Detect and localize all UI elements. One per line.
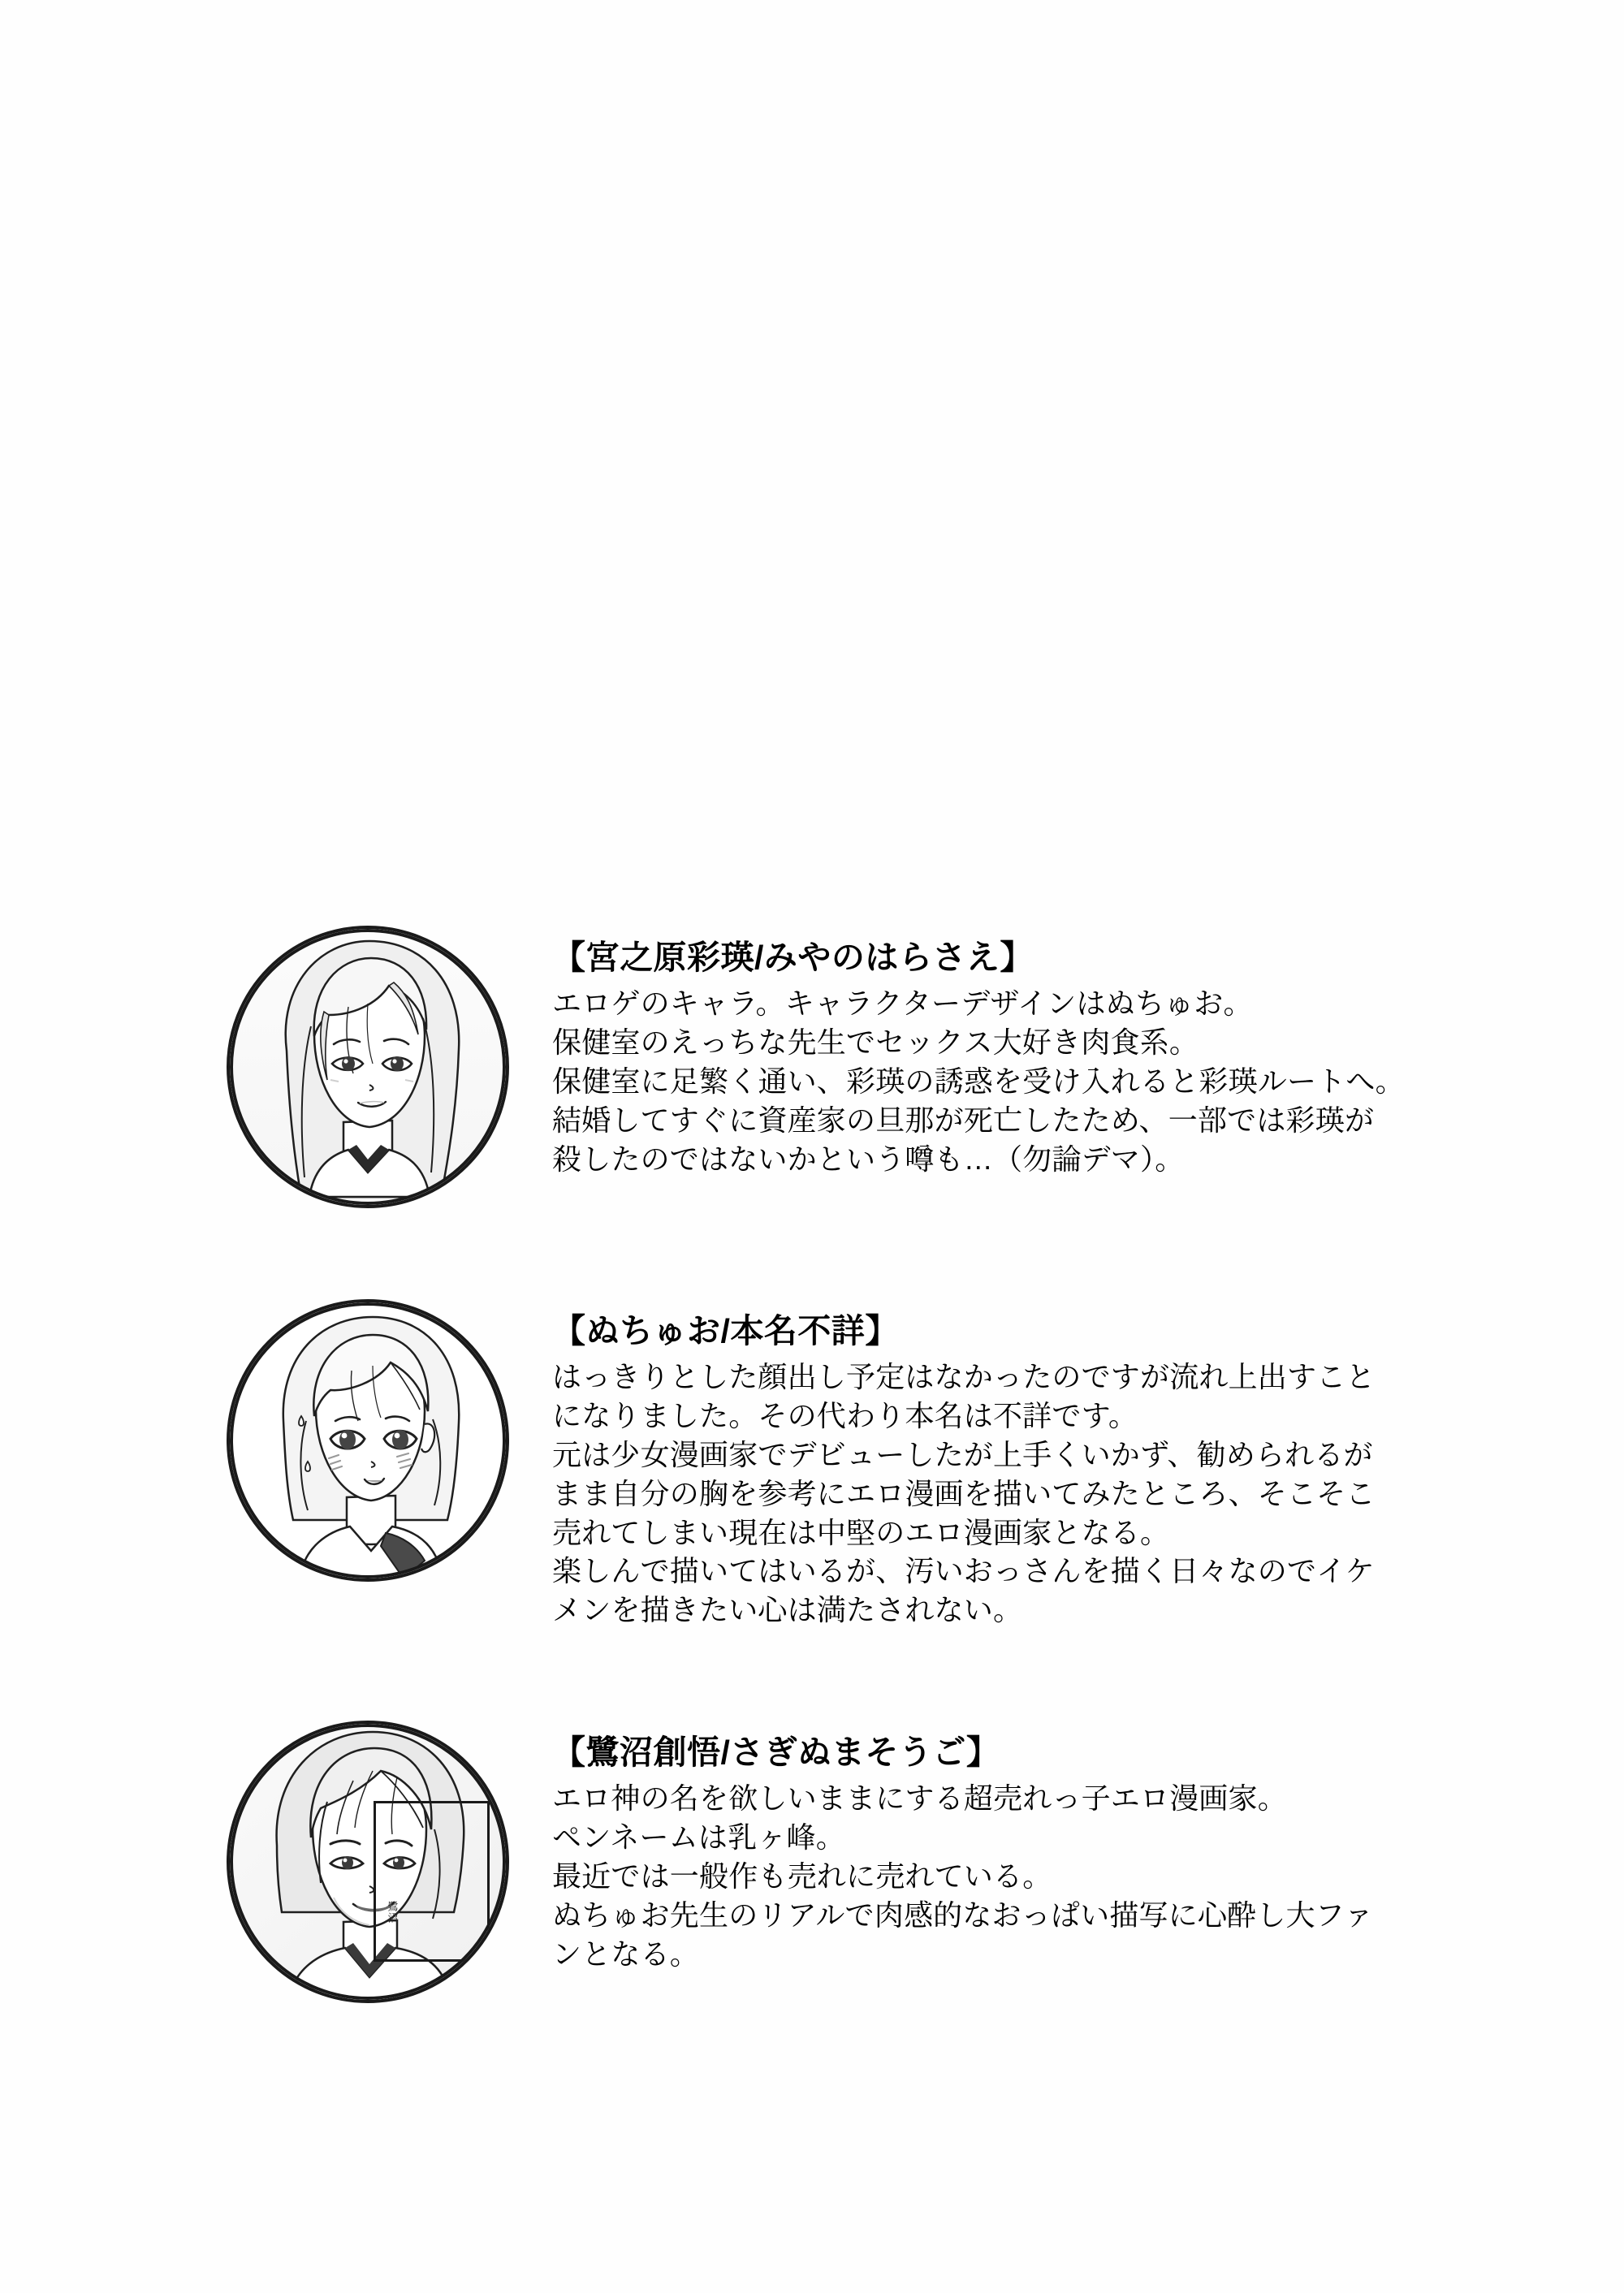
bio-line: ぬちゅお先生のリアルで肉感的なおっぱい描写に心酔し大ファ	[552, 1898, 1374, 1932]
profile-name-1: 【宮之原彩瑛/みやのはらさえ】	[552, 939, 1034, 976]
portrait-wrapper-2	[218, 1299, 518, 1582]
profile-bio-3	[552, 1721, 1373, 1973]
portrait-avatar-3	[227, 1721, 509, 2003]
portrait-avatar-2	[227, 1299, 509, 1582]
bio-line: ンとなる。	[552, 1937, 700, 1971]
profile-bio-1	[552, 926, 1405, 1178]
portrait-wrapper-1	[218, 926, 518, 1208]
bio-line: ペンネームは乳ヶ峰。	[552, 1820, 845, 1855]
bio-line: まま自分の胸を参考にエロ漫画を描いてみたところ、そこそこ	[552, 1476, 1376, 1510]
profile-name-3: 【鷺沼創悟/さぎぬまそうご】	[552, 1734, 1000, 1772]
bio-line: 売れてしまい現在は中堅のエロ漫画家となる。	[552, 1515, 1170, 1549]
bio-line: 元は少女漫画家でデビューしたが上手くいかず、勧められるが	[552, 1437, 1373, 1471]
bio-line: 殺したのではないかという噂も…（勿論デマ）。	[552, 1142, 1185, 1176]
portrait-wrapper-3	[218, 1721, 518, 2003]
bio-line: エロゲのキャラ。キャラクターデザインはぬちゅお。	[552, 987, 1253, 1021]
bio-line: はっきりとした顔出し予定はなかったのですが流れ上出すこと	[552, 1360, 1376, 1394]
bio-line: 結婚してすぐに資産家の旦那が死亡したため、一部では彩瑛が	[552, 1103, 1375, 1137]
profile-entry-1	[0, 926, 1624, 1208]
bio-line: 最近では一般作も売れに売れている。	[552, 1859, 1052, 1893]
bio-line: になりました。その代わり本名は不詳です。	[552, 1398, 1138, 1432]
profile-entry-2	[0, 1299, 1624, 1630]
profile-description-2	[552, 1358, 1376, 1630]
bio-line: 保健室のえっちな先生でセックス大好き肉食系。	[552, 1025, 1199, 1059]
profile-bio-2	[552, 1299, 1376, 1630]
portrait-avatar-1	[227, 926, 509, 1208]
bio-line: エロ神の名を欲しいままにする超売れっ子エロ漫画家。	[552, 1781, 1288, 1816]
bio-line: 楽しんで描いてはいるが、汚いおっさんを描く日々なのでイケ	[552, 1554, 1375, 1588]
profile-description-1	[552, 984, 1405, 1178]
bio-line: 保健室に足繁く通い、彩瑛の誘惑を受け入れると彩瑛ルートへ。	[552, 1064, 1405, 1098]
bio-line: メンを描きたい心は満たされない。	[552, 1593, 1023, 1627]
profile-name-2: 【ぬちゅお/本名不詳】	[552, 1312, 899, 1349]
profile-entry-3	[0, 1721, 1624, 2003]
profile-list	[0, 926, 1624, 2094]
profile-description-3	[552, 1779, 1373, 1973]
panel-frame-label: 鷺沼	[386, 1900, 399, 1924]
